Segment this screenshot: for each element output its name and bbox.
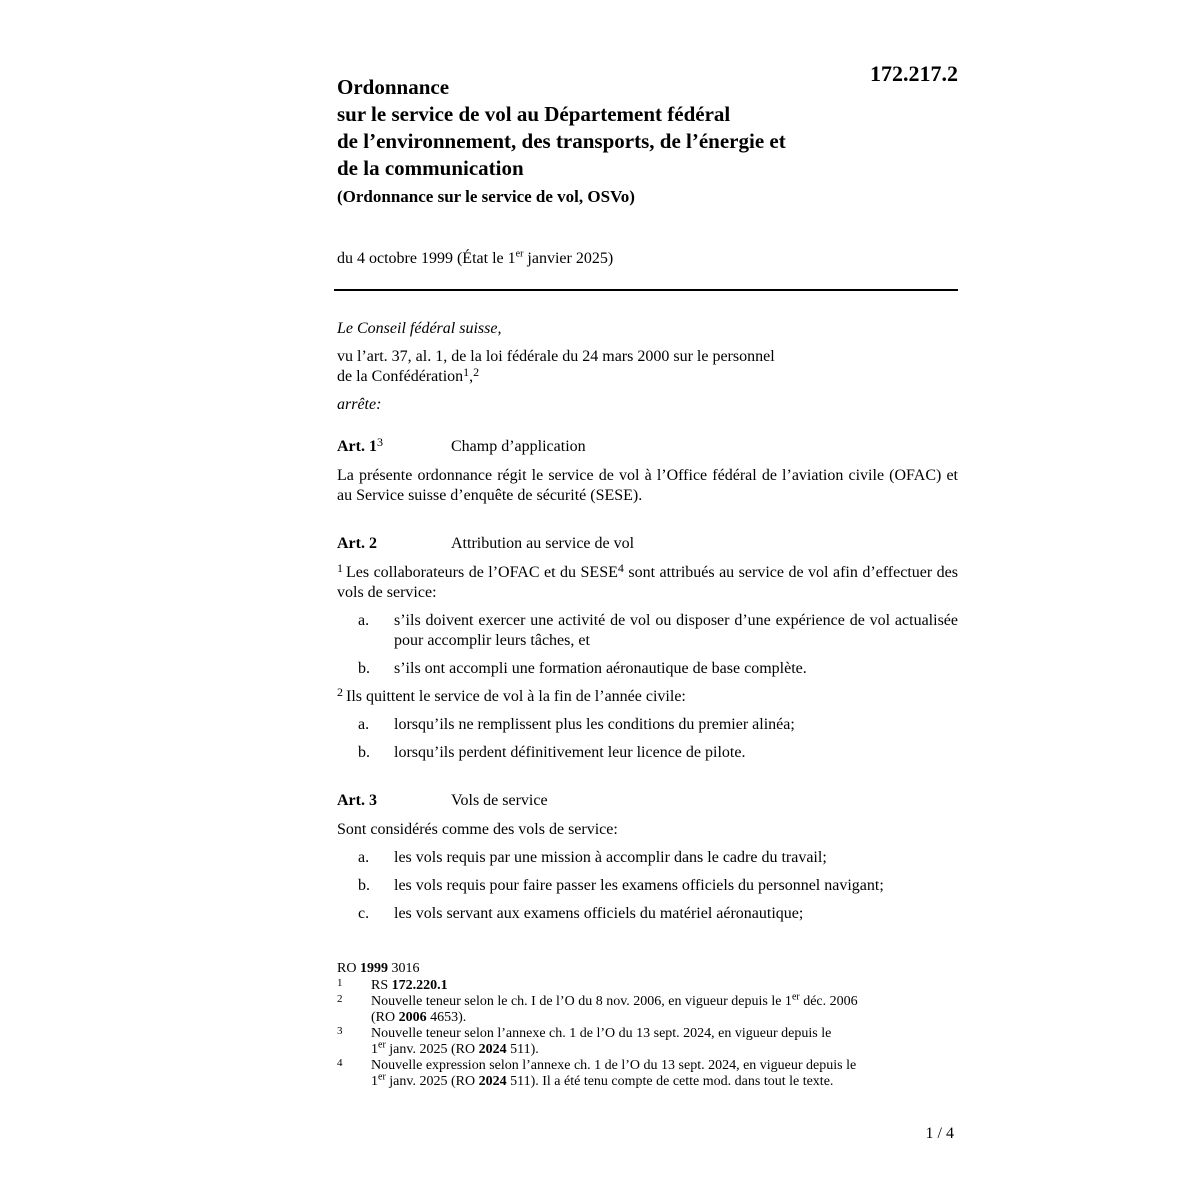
footnote-text: Nouvelle teneur selon le ch. I de l’O du 8 nov. 2006, en vigueur depuis le 1er déc. 2006 (RO 2006 4653). [371, 991, 858, 1025]
date-prefix: du 4 octobre 1999 (État le 1 [337, 250, 516, 267]
page-number: 1 / 4 [925, 1125, 954, 1142]
article-heading [337, 437, 958, 457]
document-page [337, 58, 958, 932]
document-title [337, 74, 958, 182]
footnote-text: RS 172.220.1 [371, 978, 448, 993]
alinea-number: 1 [337, 561, 343, 575]
list-item [358, 611, 958, 651]
header-divider [334, 289, 958, 291]
list-item [358, 743, 958, 763]
date-suffix: janvier 2025) [523, 250, 614, 267]
title-line: de l’environnement, des transports, de l’énergie et [337, 129, 786, 153]
list-item-letter: b. [358, 877, 370, 894]
alinea-number: 2 [337, 685, 343, 699]
alinea-1: $^1$ Les collaborateurs de l’OFAC et du SESE$^4$ sont attribués au service de vol afin d’effectuer des vols de service: [337, 561, 959, 601]
footnote-text: Nouvelle teneur selon l’annexe ch. 1 de l’O du 13 sept. 2024, en vigueur depuis le 1er janv. 2025 (RO 2024 511). [371, 1026, 832, 1057]
article-number: Art. 2 [337, 535, 377, 552]
footnote [337, 1058, 958, 1090]
article-text: Sont considérés comme des vols de service: [337, 821, 618, 838]
list-item-text: les vols requis par une mission à accomplir dans le cadre du travail; [394, 849, 827, 866]
footnote-ref[interactable]: 3 [376, 435, 383, 449]
article-2 [337, 534, 958, 763]
list-item [358, 904, 958, 924]
footnote-number: 4 [337, 1057, 343, 1069]
list-item-text: lorsqu’ils ne remplissent plus les conditions du premier alinéa; [394, 716, 795, 733]
title-line: sur le service de vol au Département fédéral [337, 102, 731, 126]
list-item-text: lorsqu’ils perdent définitivement leur licence de pilote. [394, 744, 746, 761]
article-text: La présente ordonnance régit le service de vol à l’Office fédéral de l’aviation civile (OFAC) et au Service suisse d’enquête de sécurité (SESE). [337, 467, 958, 504]
list-item [358, 848, 958, 868]
article-number: Art. 1$^3$ [337, 435, 383, 455]
list-item [358, 876, 958, 896]
list-item-letter: a. [358, 612, 370, 629]
preamble-authority: Le Conseil fédéral suisse, [337, 320, 502, 337]
title-line: Ordonnance [337, 75, 450, 99]
footnote [337, 1026, 958, 1058]
sr-number: 172.217.2 [870, 61, 958, 86]
list-item-letter: c. [358, 905, 370, 922]
article-title: Vols de service [451, 792, 548, 809]
footnote-number: 1 [337, 977, 343, 989]
document-subtitle: (Ordonnance sur le service de vol, OSVo) [337, 187, 635, 206]
footnote-ref[interactable]: 2 [473, 365, 480, 379]
footnote-ref[interactable]: 4 [617, 561, 624, 575]
footnote-number: 3 [337, 1025, 343, 1037]
article-number: Art. 3 [337, 792, 377, 809]
preamble-decree: arrête: [337, 396, 382, 413]
article-1 [337, 437, 958, 506]
list-item-letter: a. [358, 849, 370, 866]
list-item-text: les vols requis pour faire passer les examens officiels du personnel navigant; [394, 877, 884, 894]
article-heading [337, 791, 958, 811]
footnotes [337, 961, 958, 1090]
footnote-number: 2 [337, 993, 343, 1005]
preamble-basis [337, 347, 958, 387]
article-title: Attribution au service de vol [451, 535, 635, 552]
article-heading [337, 534, 958, 554]
alinea-2: $^2$ Ils quittent le service de vol à la fin de l’année civile: [337, 685, 686, 705]
article-title: Champ d’application [451, 438, 586, 455]
list-item-text: s’ils ont accompli une formation aéronautique de base complète. [394, 660, 807, 677]
date-superscript: er [515, 248, 524, 260]
list-item [358, 659, 958, 679]
list-item [358, 715, 958, 735]
document-date [337, 248, 958, 270]
list-item-letter: b. [358, 744, 370, 761]
footnote-text: Nouvelle expression selon l’annexe ch. 1 de l’O du 13 sept. 2024, en vigueur depuis le 1er janv. 2025 (RO 2024 511). Il a été tenu compte de cette mod. dans tout le texte. [371, 1058, 857, 1089]
list-item-text: s’ils doivent exercer une activité de vol ou disposer d’une expérience de vol actualisée pour accomplir leurs tâches, et [394, 612, 958, 649]
list-item-letter: b. [358, 660, 370, 677]
preamble-basis-line2: de la Confédération [337, 368, 464, 385]
preamble-basis-line1: vu l’art. 37, al. 1, de la loi fédérale du 24 mars 2000 sur le personnel [337, 348, 775, 365]
article-3 [337, 791, 958, 924]
preamble [337, 319, 958, 415]
title-line: de la communication [337, 156, 524, 180]
list-item-text: les vols servant aux examens officiels du matériel aéronautique; [394, 905, 804, 922]
footnote-ref[interactable]: 1 [463, 365, 470, 379]
list-item-letter: a. [358, 716, 370, 733]
footnote-separator: , [469, 368, 474, 385]
footnote [337, 978, 958, 994]
ro-reference: RO 1999 3016 [337, 961, 420, 976]
footnote [337, 991, 958, 1026]
